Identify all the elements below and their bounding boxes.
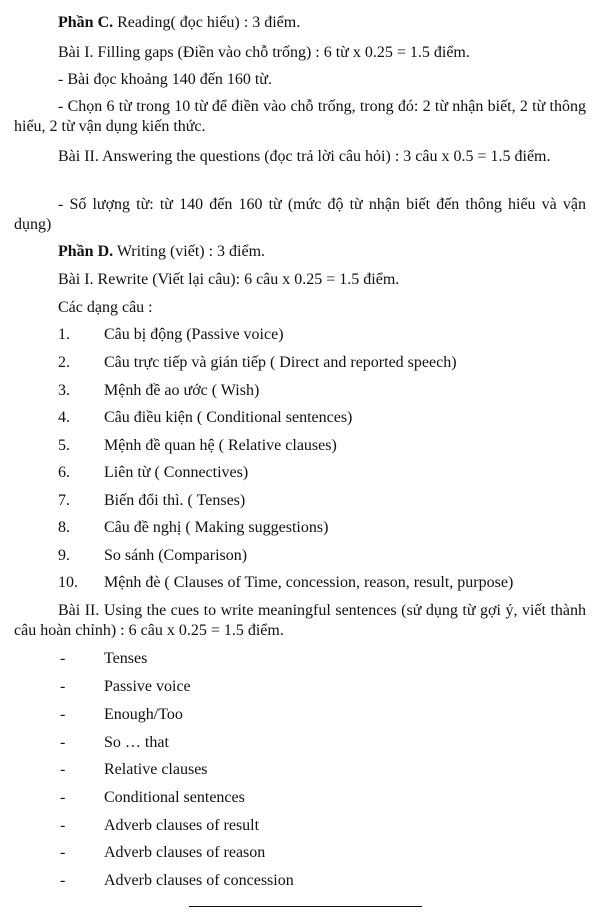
part-c-heading-bold: Phần C. bbox=[58, 14, 114, 31]
list-number: 8. bbox=[58, 519, 70, 536]
list-text: Passive voice bbox=[104, 678, 191, 695]
list-number: 10. bbox=[58, 574, 78, 591]
list-text: Câu đề nghị ( Making suggestions) bbox=[104, 519, 329, 536]
part-c-note-2: - Chọn 6 từ trong 10 từ để điền vào chỗ trống, trong đó: 2 từ nhận biết, 2 từ thông hiểu, 2 từ vận dụng kiến thức. bbox=[14, 98, 586, 135]
list-text: Mệnh đề quan hệ ( Relative clauses) bbox=[104, 437, 337, 454]
end-separator-line bbox=[189, 906, 422, 907]
list-text: Adverb clauses of result bbox=[104, 817, 260, 834]
list-text: Mệnh đề ao ước ( Wish) bbox=[104, 382, 260, 399]
part-d-heading bbox=[58, 242, 265, 262]
list-dash: - bbox=[60, 761, 66, 778]
part-c-note-1: - Bài đọc khoảng 140 đến 160 từ. bbox=[58, 71, 272, 88]
types-label: Các dạng câu : bbox=[58, 299, 153, 316]
list-dash: - bbox=[60, 650, 66, 667]
part-c-heading-text: Reading( đọc hiểu) : 3 điểm. bbox=[113, 14, 301, 31]
list-text: So sánh (Comparison) bbox=[104, 547, 248, 564]
list-text: Enough/Too bbox=[104, 706, 183, 723]
list-number: 4. bbox=[58, 409, 70, 426]
list-number: 6. bbox=[58, 464, 70, 481]
list-dash: - bbox=[60, 789, 66, 806]
list-dash: - bbox=[60, 706, 66, 723]
list-text: Mệnh đè ( Clauses of Time, concession, reason, result, purpose) bbox=[104, 574, 514, 591]
part-d-bai-1: Bài I. Rewrite (Viết lại câu): 6 câu x 0.25 = 1.5 điểm. bbox=[58, 271, 400, 288]
list-dash: - bbox=[60, 844, 66, 861]
list-text: Biến đổi thì. ( Tenses) bbox=[104, 492, 246, 509]
list-text: Câu bị động (Passive voice) bbox=[104, 326, 284, 343]
list-dash: - bbox=[60, 678, 66, 695]
list-text: Tenses bbox=[104, 650, 148, 667]
list-number: 3. bbox=[58, 382, 70, 399]
list-text: Câu trực tiếp và gián tiếp ( Direct and reported speech) bbox=[104, 354, 457, 371]
list-dash: - bbox=[60, 734, 66, 751]
list-number: 5. bbox=[58, 437, 70, 454]
part-c-heading bbox=[58, 13, 300, 33]
list-text: Câu điều kiện ( Conditional sentences) bbox=[104, 409, 353, 426]
list-text: Adverb clauses of reason bbox=[104, 844, 266, 861]
part-d-bai-2: Bài II. Using the cues to write meaningful sentences (sử dụng từ gợi ý, viết thành câu hoàn chỉnh) : 6 câu x 0.25 = 1.5 điểm. bbox=[14, 602, 586, 639]
list-text: Adverb clauses of concession bbox=[104, 872, 294, 889]
part-c-bai-1: Bài I. Filling gaps (Điền vào chỗ trống) : 6 từ x 0.25 = 1.5 điểm. bbox=[58, 44, 470, 61]
part-c-bai-2: Bài II. Answering the questions (đọc trả lời câu hỏi) : 3 câu x 0.5 = 1.5 điểm. bbox=[58, 148, 551, 165]
list-number: 9. bbox=[58, 547, 70, 564]
list-text: Relative clauses bbox=[104, 761, 208, 778]
part-d-heading-text: Writing (viết) : 3 điểm. bbox=[113, 243, 266, 260]
list-number: 7. bbox=[58, 492, 70, 509]
list-dash: - bbox=[60, 817, 66, 834]
list-number: 2. bbox=[58, 354, 70, 371]
part-d-heading-bold: Phần D. bbox=[58, 243, 114, 260]
list-text: Conditional sentences bbox=[104, 789, 245, 806]
list-number: 1. bbox=[58, 326, 70, 343]
list-text: Liên từ ( Connectives) bbox=[104, 464, 249, 481]
list-dash: - bbox=[60, 872, 66, 889]
list-text: So … that bbox=[104, 734, 169, 751]
part-c-note-3: - Số lượng từ: từ 140 đến 160 từ (mức độ từ nhận biết đến thông hiểu và vận dụng) bbox=[14, 196, 586, 233]
